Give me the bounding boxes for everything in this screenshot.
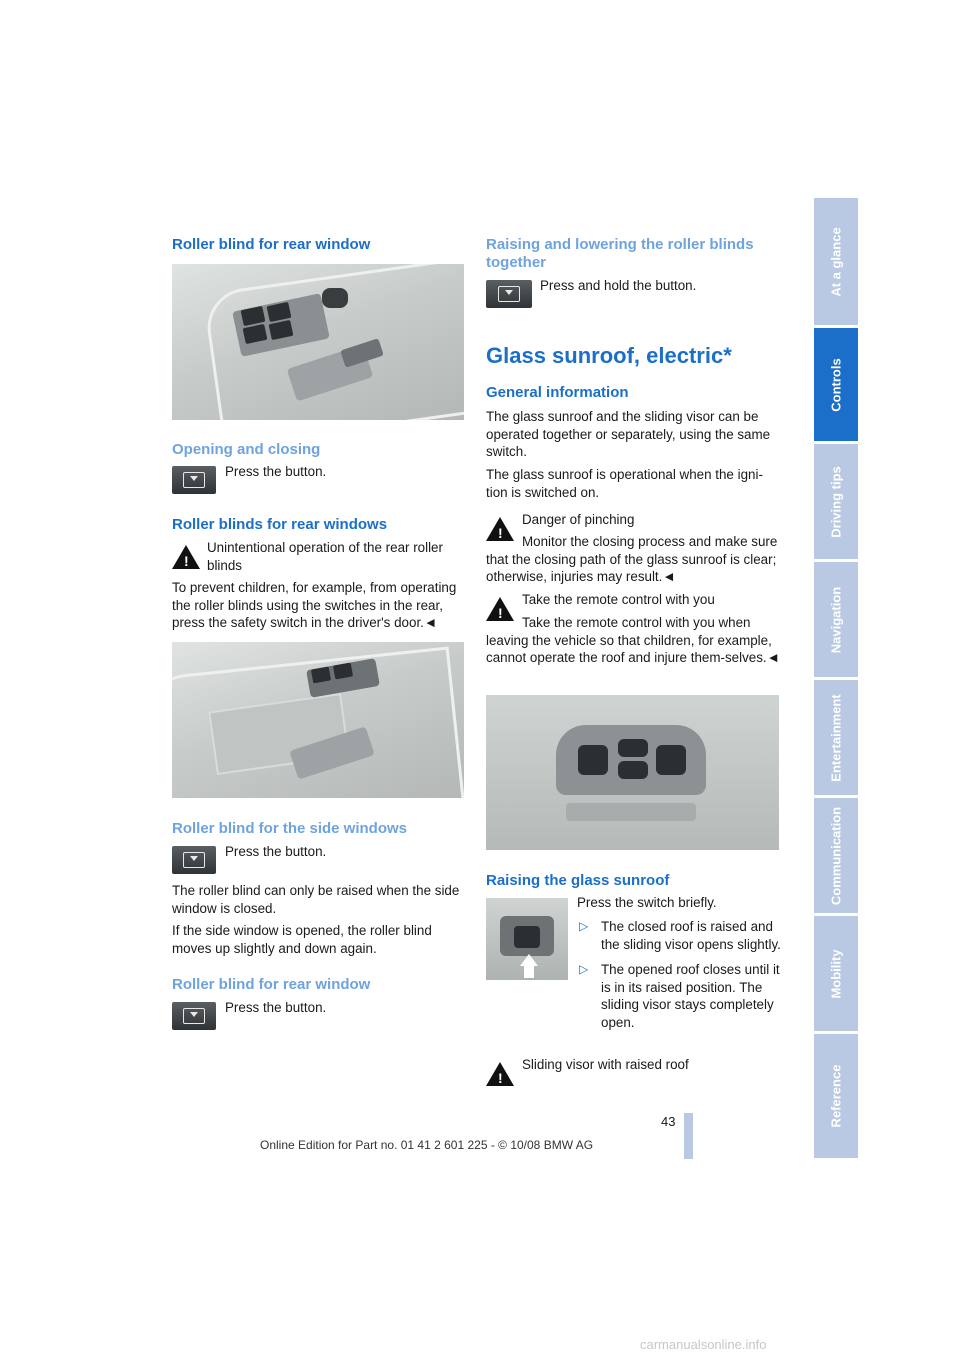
page-number: 43 <box>661 1114 676 1129</box>
heading-roller-blind-rear: Roller blind for rear window <box>172 236 371 253</box>
tab-entertainment[interactable]: Entertainment <box>814 680 858 795</box>
list-item: ▷ The closed roof is raised and the sliding visor opens slightly. <box>579 919 781 952</box>
tab-controls[interactable]: Controls <box>814 328 858 441</box>
raising-bullets <box>577 918 782 1039</box>
heading-opening-closing: Opening and closing <box>172 441 321 458</box>
warn2-title: Take the remote control with you <box>522 592 715 607</box>
rear-windows-body: To prevent children, for example, from operating the roller blinds using the switches in the rear, press the safety switch in the driver's door.◄ <box>172 580 457 630</box>
tab-navigation[interactable]: Navigation <box>814 562 858 677</box>
side-body-2: If the side window is opened, the roller blind moves up slightly and down again. <box>172 923 432 956</box>
heading-rear-window-2: Roller blind for rear window <box>172 976 371 993</box>
side-body-1: The roller blind can only be raised when the side window is closed. <box>172 883 460 916</box>
edition-line: Online Edition for Part no. 01 41 2 601 225 - © 10/08 BMW AG <box>260 1138 594 1152</box>
together-text: Press and hold the button. <box>540 278 697 293</box>
watermark: carmanualsonline.info <box>640 1337 767 1352</box>
list-item: ▷ The opened roof closes until it is in its raised position. The sliding visor stays completely open. <box>579 962 780 1030</box>
heading-side-windows: Roller blind for the side windows <box>172 820 408 837</box>
heading-raising-glass-sunroof: Raising the glass sunroof <box>486 872 670 889</box>
warning-icon: ! <box>486 1062 514 1086</box>
warn2-body: Take the remote control with you when leaving the vehicle so that children, for example, cannot operate the roof and injure them-selves.◄ <box>486 615 780 665</box>
rear-door-switches-photo <box>172 642 464 798</box>
rear-windows-warning: Unintentional operation of the rear roller blinds <box>207 540 443 573</box>
rear-text-2: Press the button. <box>225 1000 327 1015</box>
tab-reference[interactable]: Reference <box>814 1034 858 1158</box>
tab-driving-tips[interactable]: Driving tips <box>814 444 858 559</box>
page-marker <box>684 1113 693 1159</box>
heading-together: Raising and lowering the roller blinds together <box>486 236 754 271</box>
side-text: Press the button. <box>225 844 327 859</box>
warning-icon: ! <box>172 545 200 569</box>
sunroof-switch-closeup <box>486 898 568 980</box>
general-p2: The glass sunroof is operational when the igni-tion is switched on. <box>486 467 763 500</box>
roller-blind-button-icon <box>172 466 216 494</box>
raising-intro: Press the switch briefly. <box>577 895 717 910</box>
arrow-icon: ▷ <box>579 962 589 976</box>
warning-icon: ! <box>486 597 514 621</box>
tab-mobility[interactable]: Mobility <box>814 916 858 1031</box>
warn3-title: Sliding visor with raised roof <box>522 1057 689 1072</box>
heading-general-information: General information <box>486 384 629 401</box>
door-switches-photo <box>172 264 464 420</box>
tab-communication[interactable]: Communication <box>814 798 858 913</box>
sunroof-switch-photo <box>486 695 779 850</box>
warning-icon: ! <box>486 517 514 541</box>
warn1-title: Danger of pinching <box>522 512 635 527</box>
side-blind-button-icon <box>172 846 216 874</box>
general-p1: The glass sunroof and the sliding visor can be operated together or separately, using the same switch. <box>486 409 771 459</box>
opening-text: Press the button. <box>225 464 327 479</box>
rear-blind-button-icon <box>172 1002 216 1030</box>
warn1-body: Monitor the closing process and make sure that the closing path of the glass sunroof is clear; otherwise, injuries may result.◄ <box>486 534 778 584</box>
heading-roller-blinds-rear-windows: Roller blinds for rear windows <box>172 516 388 533</box>
heading-glass-sunroof: Glass sunroof, electric* <box>486 343 732 368</box>
together-button-icon <box>486 280 532 308</box>
tab-at-a-glance[interactable]: At a glance <box>814 198 858 325</box>
arrow-icon: ▷ <box>579 919 589 933</box>
